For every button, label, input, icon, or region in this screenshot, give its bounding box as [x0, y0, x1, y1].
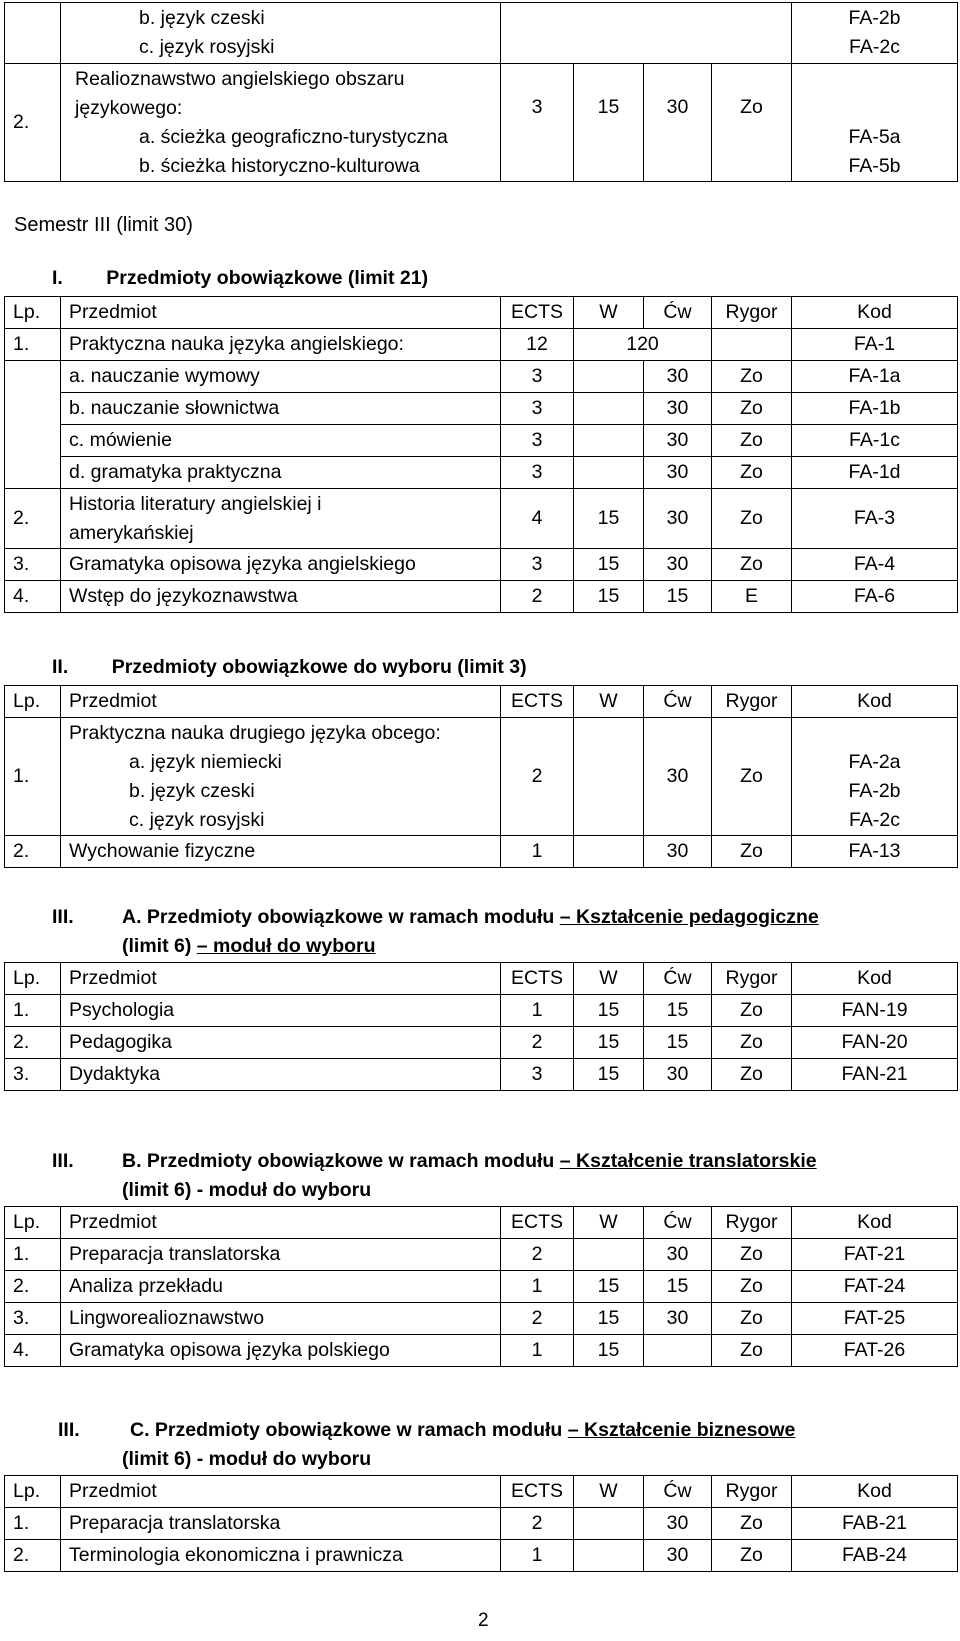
row-number: 2.	[5, 1271, 61, 1303]
row-number: 1.	[5, 329, 61, 361]
w-cell: 15	[574, 1335, 644, 1367]
subject-name: Wstęp do językoznawstwa	[61, 581, 501, 613]
subject-line: c. język rosyjski	[129, 808, 265, 831]
header-rygor: Rygor	[712, 297, 792, 329]
rygor-cell: Zo	[712, 718, 792, 836]
header-lp: Lp.	[5, 297, 61, 329]
ects-cell: 3	[501, 549, 574, 581]
rygor-cell: Zo	[712, 425, 792, 457]
cw-cell: 15	[644, 581, 712, 613]
subject-name: d. gramatyka praktyczna	[61, 457, 501, 489]
subject-line: b. język czeski	[139, 7, 265, 29]
cw-cell: 30	[644, 393, 712, 425]
course-code: FA-5b	[848, 155, 901, 177]
subject-name: Terminologia ekonomiczna i prawnicza	[61, 1540, 501, 1572]
header-ects: ECTS	[501, 1476, 574, 1508]
section3c-table	[4, 1475, 958, 1572]
subject-line: a. język niemiecki	[129, 750, 282, 773]
ects-cell: 1	[501, 1271, 574, 1303]
section-number: III.	[58, 1419, 80, 1441]
w-cell: 15	[574, 64, 644, 182]
section1-table	[4, 296, 958, 613]
header-rygor: Rygor	[712, 686, 792, 718]
section-title: Przedmioty obowiązkowe (limit 21)	[106, 267, 429, 289]
course-code: FA-2c	[849, 36, 900, 58]
section-title-underlined: – Kształcenie translatorskie	[559, 1150, 817, 1172]
header-lp: Lp.	[5, 1476, 61, 1508]
subject-name: Psychologia	[61, 995, 501, 1027]
row-number: 1.	[5, 995, 61, 1027]
course-code: FA-1c	[792, 425, 958, 457]
course-code: FAN-21	[792, 1059, 958, 1091]
cw-cell: 30	[644, 361, 712, 393]
header-w: W	[574, 686, 644, 718]
course-code: FA-1	[792, 329, 958, 361]
course-code: FAT-26	[792, 1335, 958, 1367]
ects-cell: 1	[501, 1335, 574, 1367]
w-cell: 15	[574, 489, 644, 549]
cw-cell: 15	[644, 1271, 712, 1303]
cw-cell: 30	[644, 1540, 712, 1572]
header-cw: Ćw	[644, 686, 712, 718]
header-kod: Kod	[792, 1207, 958, 1239]
course-code: FAB-21	[792, 1508, 958, 1540]
header-w: W	[574, 963, 644, 995]
cw-cell: 30	[644, 64, 712, 182]
rygor-cell: Zo	[712, 836, 792, 868]
cw-cell: 120	[574, 329, 712, 361]
course-code: FAN-20	[792, 1027, 958, 1059]
header-ects: ECTS	[501, 963, 574, 995]
semester-title: Semestr III (limit 30)	[14, 214, 193, 236]
w-cell: 15	[574, 1303, 644, 1335]
cw-cell: 30	[644, 457, 712, 489]
course-code: FAT-24	[792, 1271, 958, 1303]
ects-cell: 3	[501, 64, 574, 182]
cw-cell: 30	[644, 489, 712, 549]
rygor-cell: Zo	[712, 1239, 792, 1271]
subject-line: Realioznawstwo angielskiego obszaru	[75, 67, 405, 90]
subject-name: Gramatyka opisowa języka polskiego	[61, 1335, 501, 1367]
w-cell: 15	[574, 549, 644, 581]
rygor-cell: Zo	[712, 549, 792, 581]
top-table	[4, 2, 958, 182]
ects-cell: 12	[501, 329, 574, 361]
header-lp: Lp.	[5, 686, 61, 718]
subject-line: a. ścieżka geograficzno-turystyczna	[139, 125, 448, 148]
row-number: 1.	[5, 718, 61, 836]
subject-line: c. język rosyjski	[139, 36, 275, 58]
section-title-line2: (limit 6) - moduł do wyboru	[122, 1448, 372, 1470]
rygor-cell: Zo	[712, 1335, 792, 1367]
w-cell	[574, 1508, 644, 1540]
cw-cell: 30	[644, 425, 712, 457]
section-number: III.	[52, 1150, 74, 1172]
section-title: Przedmioty obowiązkowe do wyboru (limit 3)	[111, 656, 527, 678]
rygor-cell: Zo	[712, 1059, 792, 1091]
row-number: 2.	[5, 64, 61, 182]
header-rygor: Rygor	[712, 1476, 792, 1508]
header-cw: Ćw	[644, 1476, 712, 1508]
w-cell	[574, 1239, 644, 1271]
subject-name: Pedagogika	[61, 1027, 501, 1059]
course-code: FAT-21	[792, 1239, 958, 1271]
header-ects: ECTS	[501, 297, 574, 329]
cw-cell: 30	[644, 1239, 712, 1271]
subject-name: a. nauczanie wymowy	[61, 361, 501, 393]
header-rygor: Rygor	[712, 963, 792, 995]
ects-cell: 3	[501, 1059, 574, 1091]
cw-cell: 30	[644, 1059, 712, 1091]
header-cw: Ćw	[644, 963, 712, 995]
cw-cell: 15	[644, 995, 712, 1027]
header-kod: Kod	[792, 1476, 958, 1508]
row-number: 3.	[5, 1059, 61, 1091]
subject-name: c. mówienie	[61, 425, 501, 457]
course-code: FA-6	[792, 581, 958, 613]
course-code: FA-1a	[792, 361, 958, 393]
header-w: W	[574, 1476, 644, 1508]
section-title-underlined: – Kształcenie pedagogiczne	[559, 906, 819, 928]
header-lp: Lp.	[5, 1207, 61, 1239]
course-code: FA-2b	[848, 779, 901, 802]
rygor-cell: Zo	[712, 1540, 792, 1572]
row-number: 4.	[5, 581, 61, 613]
subject-name: b. nauczanie słownictwa	[61, 393, 501, 425]
w-cell: 15	[574, 1059, 644, 1091]
cw-cell: 30	[644, 1303, 712, 1335]
course-code: FA-13	[792, 836, 958, 868]
row-number: 3.	[5, 549, 61, 581]
rygor-cell: Zo	[712, 361, 792, 393]
w-cell: 15	[574, 995, 644, 1027]
header-w: W	[574, 297, 644, 329]
course-code: FA-1b	[792, 393, 958, 425]
ects-cell: 2	[501, 1027, 574, 1059]
course-code: FA-2a	[848, 750, 901, 773]
subject-line: językowego:	[75, 96, 183, 119]
subject-line: b. ścieżka historyczno-kulturowa	[139, 154, 420, 177]
course-code: FA-2b	[848, 7, 901, 29]
subject-name: Preparacja translatorska	[61, 1508, 501, 1540]
section-number: II.	[52, 656, 69, 678]
header-lp: Lp.	[5, 963, 61, 995]
course-code: FAT-25	[792, 1303, 958, 1335]
rygor-cell: Zo	[712, 489, 792, 549]
section-title: A. Przedmioty obowiązkowe w ramach modułu	[122, 906, 560, 928]
header-cw: Ćw	[644, 1207, 712, 1239]
section-number: I.	[52, 267, 63, 289]
ects-cell: 2	[501, 718, 574, 836]
subject-name: Praktyczna nauka drugiego języka obcego:	[69, 721, 441, 744]
subject-name: Wychowanie fizyczne	[61, 836, 501, 868]
row-number: 2.	[5, 1027, 61, 1059]
rygor-cell: Zo	[712, 1508, 792, 1540]
header-w: W	[574, 1207, 644, 1239]
subject-name: Gramatyka opisowa języka angielskiego	[61, 549, 501, 581]
header-przedmiot: Przedmiot	[61, 963, 501, 995]
ects-cell: 1	[501, 836, 574, 868]
row-number: 2.	[5, 836, 61, 868]
row-number: 3.	[5, 1303, 61, 1335]
subject-name: Preparacja translatorska	[61, 1239, 501, 1271]
header-przedmiot: Przedmiot	[61, 297, 501, 329]
rygor-cell: Zo	[712, 1271, 792, 1303]
section3b-table	[4, 1206, 958, 1367]
ects-cell: 2	[501, 1239, 574, 1271]
subject-name: Analiza przekładu	[61, 1271, 501, 1303]
row-number: 2.	[5, 1540, 61, 1572]
ects-cell: 3	[501, 425, 574, 457]
cw-cell: 30	[644, 1508, 712, 1540]
cw-cell: 30	[644, 836, 712, 868]
cw-cell	[644, 1335, 712, 1367]
ects-cell: 3	[501, 457, 574, 489]
ects-cell: 3	[501, 393, 574, 425]
subject-name: amerykańskiej	[69, 521, 194, 544]
ects-cell: 1	[501, 995, 574, 1027]
header-kod: Kod	[792, 963, 958, 995]
header-przedmiot: Przedmiot	[61, 1476, 501, 1508]
course-code: FA-1d	[792, 457, 958, 489]
section2-table	[4, 685, 958, 868]
cw-cell: 30	[644, 549, 712, 581]
cw-cell: 30	[644, 718, 712, 836]
page-number: 2	[478, 1610, 489, 1631]
subject-name: Historia literatury angielskiej i	[69, 492, 322, 515]
course-code: FA-3	[792, 489, 958, 549]
header-cw: Ćw	[644, 297, 712, 329]
section-number: III.	[52, 906, 74, 928]
rygor-cell: Zo	[712, 64, 792, 182]
subject-line: b. język czeski	[129, 779, 255, 802]
section-title-underlined: – Kształcenie biznesowe	[567, 1419, 796, 1441]
header-ects: ECTS	[501, 686, 574, 718]
w-cell: 15	[574, 1271, 644, 1303]
ects-cell: 4	[501, 489, 574, 549]
rygor-cell: Zo	[712, 457, 792, 489]
header-kod: Kod	[792, 686, 958, 718]
subject-name: Praktyczna nauka języka angielskiego:	[61, 329, 501, 361]
ects-cell: 3	[501, 361, 574, 393]
row-number: 1.	[5, 1239, 61, 1271]
course-code: FAN-19	[792, 995, 958, 1027]
header-ects: ECTS	[501, 1207, 574, 1239]
header-przedmiot: Przedmiot	[61, 686, 501, 718]
section-title-underlined: – moduł do wyboru	[196, 935, 376, 957]
subject-name: Dydaktyka	[61, 1059, 501, 1091]
w-cell: 15	[574, 581, 644, 613]
subject-name: Lingworealioznawstwo	[61, 1303, 501, 1335]
header-kod: Kod	[792, 297, 958, 329]
section-title: C. Przedmioty obowiązkowe w ramach modułu	[130, 1419, 568, 1441]
row-number: 1.	[5, 1508, 61, 1540]
course-code: FA-2c	[849, 808, 900, 831]
w-cell: 15	[574, 1027, 644, 1059]
course-code: FA-4	[792, 549, 958, 581]
rygor-cell: Zo	[712, 995, 792, 1027]
course-code: FAB-24	[792, 1540, 958, 1572]
header-przedmiot: Przedmiot	[61, 1207, 501, 1239]
section-title-line2: (limit 6) - moduł do wyboru	[122, 1179, 372, 1201]
cw-cell: 15	[644, 1027, 712, 1059]
ects-cell: 1	[501, 1540, 574, 1572]
ects-cell: 2	[501, 581, 574, 613]
rygor-cell: Zo	[712, 393, 792, 425]
section-title: B. Przedmioty obowiązkowe w ramach modułu	[122, 1150, 560, 1172]
ects-cell: 2	[501, 1303, 574, 1335]
ects-cell: 2	[501, 1508, 574, 1540]
header-rygor: Rygor	[712, 1207, 792, 1239]
rygor-cell: Zo	[712, 1303, 792, 1335]
section3a-table	[4, 962, 958, 1091]
row-number: 4.	[5, 1335, 61, 1367]
w-cell	[574, 1540, 644, 1572]
row-number: 2.	[5, 489, 61, 549]
course-code: FA-5a	[848, 126, 901, 148]
section-title-line2: (limit 6)	[122, 935, 197, 957]
rygor-cell: E	[712, 581, 792, 613]
rygor-cell: Zo	[712, 1027, 792, 1059]
